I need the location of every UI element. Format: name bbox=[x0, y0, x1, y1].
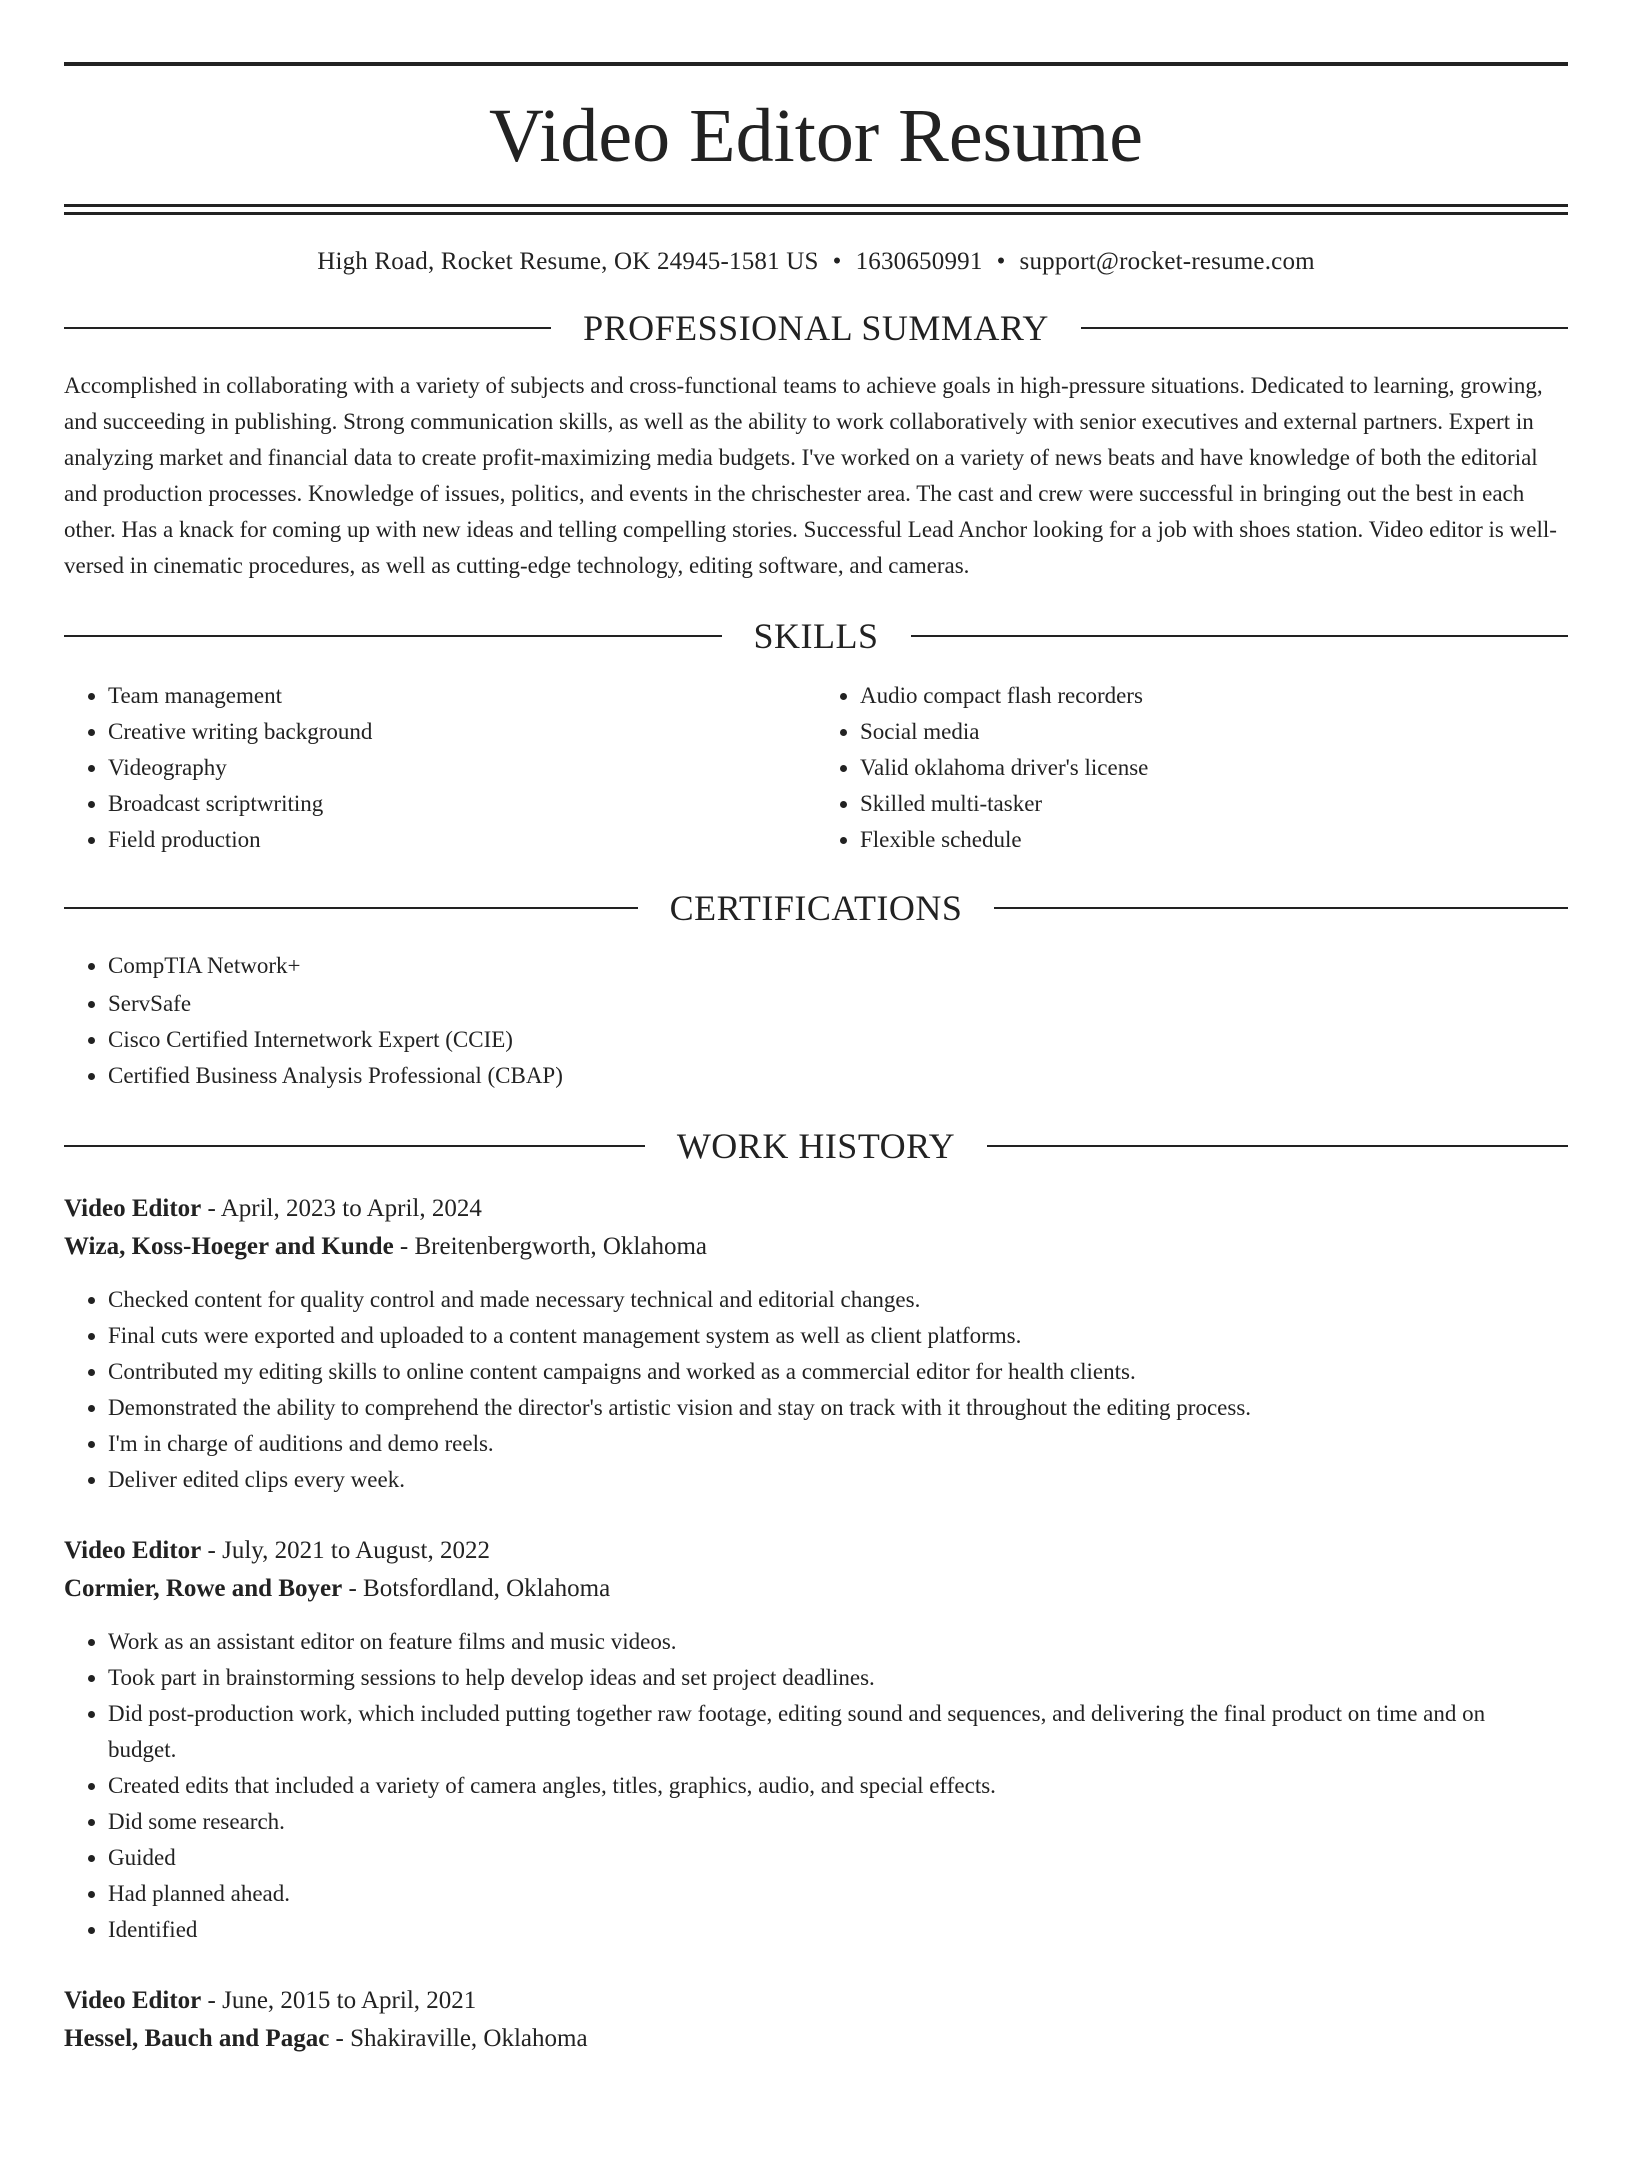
skill-item: • Social media bbox=[860, 714, 1568, 750]
contact-separator: • bbox=[832, 248, 842, 275]
work-entry bbox=[64, 1982, 1568, 2058]
skill-item: • Audio compact flash recorders bbox=[860, 678, 1568, 714]
contact-separator: • bbox=[996, 248, 1006, 275]
certification-item: • CompTIA Network+ bbox=[108, 948, 1568, 984]
work-entry bbox=[64, 1532, 1568, 1948]
job-title: Video Editor bbox=[64, 1195, 202, 1222]
section-header-certifications bbox=[64, 890, 1568, 926]
skill-item: • Flexible schedule bbox=[860, 822, 1568, 858]
job-duty: • Final cuts were exported and uploaded to a content management system as well as client platforms. bbox=[108, 1318, 1568, 1354]
job-title-line: Video Editor - April, 2023 to April, 2024 bbox=[64, 1195, 482, 1222]
job-company-line: Hessel, Bauch and Pagac - Shakiraville, Oklahoma bbox=[64, 2025, 588, 2052]
job-dates: June, 2015 to April, 2021 bbox=[222, 1987, 477, 2014]
contact-phone: 1630650991 bbox=[855, 248, 983, 275]
title-double-rule bbox=[64, 204, 1568, 215]
job-dates: July, 2021 to August, 2022 bbox=[222, 1537, 490, 1564]
certification-item: • Certified Business Analysis Professional (CBAP) bbox=[108, 1058, 1568, 1094]
job-company-line: Cormier, Rowe and Boyer - Botsfordland, Oklahoma bbox=[64, 1575, 611, 1602]
skill-item: • Creative writing background bbox=[108, 714, 816, 750]
skill-item: • Broadcast scriptwriting bbox=[108, 786, 816, 822]
contact-address: High Road, Rocket Resume, OK 24945-1581 US bbox=[317, 248, 819, 275]
job-duties-list bbox=[64, 1624, 1568, 1948]
job-duty: • Did some research. bbox=[108, 1804, 1568, 1840]
top-rule bbox=[64, 62, 1568, 66]
skill-item: • Videography bbox=[108, 750, 816, 786]
certification-item: • Cisco Certified Internetwork Expert (CCIE) bbox=[108, 1022, 1568, 1058]
job-title-line: Video Editor - June, 2015 to April, 2021 bbox=[64, 1987, 477, 2014]
section-rule bbox=[911, 635, 1569, 637]
job-title: Video Editor bbox=[64, 1987, 202, 2014]
job-duty: • Identified bbox=[108, 1912, 1568, 1948]
resume-page bbox=[0, 62, 1632, 2174]
section-rule bbox=[64, 907, 638, 909]
section-rule bbox=[994, 907, 1568, 909]
job-duties-list bbox=[64, 1282, 1568, 1498]
skill-item: • Field production bbox=[108, 822, 816, 858]
job-duty: • Deliver edited clips every week. bbox=[108, 1462, 1568, 1498]
page-title: Video Editor Resume bbox=[489, 94, 1143, 178]
section-rule bbox=[1081, 327, 1568, 329]
job-duty: • Contributed my editing skills to online content campaigns and worked as a commercial editor for health clients. bbox=[108, 1354, 1568, 1390]
section-title-work: WORK HISTORY bbox=[676, 1126, 956, 1166]
skills-column-right bbox=[816, 678, 1568, 858]
job-duty: • Took part in brainstorming sessions to help develop ideas and set project deadlines. bbox=[108, 1660, 1568, 1696]
job-duty: • I'm in charge of auditions and demo reels. bbox=[108, 1426, 1568, 1462]
section-rule bbox=[987, 1145, 1568, 1147]
skill-item: • Team management bbox=[108, 678, 816, 714]
job-duty: • Guided bbox=[108, 1840, 1568, 1876]
job-company: Wiza, Koss-Hoeger and Kunde bbox=[64, 1233, 394, 1260]
section-title-summary: PROFESSIONAL SUMMARY bbox=[583, 308, 1049, 348]
section-header-skills bbox=[64, 618, 1568, 654]
section-rule bbox=[64, 1145, 645, 1147]
section-rule bbox=[64, 635, 722, 637]
job-company: Hessel, Bauch and Pagac bbox=[64, 2025, 330, 2052]
job-company: Cormier, Rowe and Boyer bbox=[64, 1575, 343, 1602]
professional-summary-text: Accomplished in collaborating with a variety of subjects and cross-functional teams to achieve goals in high-pressure situations. Dedicated to learning, growing, and succeeding in publishing. Strong communication skills, as well as the ability to work collaboratively with senior executives and external partners. Expert in analyzing market and financial data to create profit-maximizing media budgets. I've worked on a variety of news beats and have knowledge of both the editorial and production processes. Knowledge of issues, politics, and events in the chrischester area. The cast and crew were successful in bringing out the best in each other. Has a knack for coming up with new ideas and telling compelling stories. Successful Lead Anchor looking for a job with shoes station. Video editor is well-versed in cinematic procedures, as well as cutting-edge technology, editing software, and cameras. bbox=[64, 373, 1557, 578]
job-duty: • Demonstrated the ability to comprehend the director's artistic vision and stay on track with it throughout the editing process. bbox=[108, 1390, 1568, 1426]
skill-item: • Skilled multi-tasker bbox=[860, 786, 1568, 822]
section-rule bbox=[64, 327, 551, 329]
skills-column-left bbox=[64, 678, 816, 858]
certifications-list bbox=[64, 948, 1568, 1094]
skills-list bbox=[64, 678, 1568, 858]
job-location: Breitenbergworth, Oklahoma bbox=[414, 1233, 708, 1260]
job-duty: • Checked content for quality control and made necessary technical and editorial changes. bbox=[108, 1282, 1568, 1318]
section-title-skills: SKILLS bbox=[753, 616, 879, 656]
contact-line bbox=[64, 249, 1568, 274]
job-title-line: Video Editor - July, 2021 to August, 2022 bbox=[64, 1537, 490, 1564]
job-duty: • Had planned ahead. bbox=[108, 1876, 1568, 1912]
job-duty: • Did post-production work, which included putting together raw footage, editing sound and sequences, and delivering the final product on time and on budget. bbox=[108, 1696, 1568, 1768]
section-header-work bbox=[64, 1128, 1568, 1164]
section-title-certifications: CERTIFICATIONS bbox=[669, 888, 963, 928]
job-title: Video Editor bbox=[64, 1537, 202, 1564]
job-duty: • Created edits that included a variety of camera angles, titles, graphics, audio, and special effects. bbox=[108, 1768, 1568, 1804]
job-location: Shakiraville, Oklahoma bbox=[350, 2025, 588, 2052]
work-entry bbox=[64, 1190, 1568, 1498]
skill-item: • Valid oklahoma driver's license bbox=[860, 750, 1568, 786]
job-dates: April, 2023 to April, 2024 bbox=[220, 1195, 482, 1222]
certification-item: • ServSafe bbox=[108, 986, 1568, 1022]
job-company-line: Wiza, Koss-Hoeger and Kunde - Breitenbergworth, Oklahoma bbox=[64, 1233, 708, 1260]
job-location: Botsfordland, Oklahoma bbox=[363, 1575, 611, 1602]
contact-email: support@rocket-resume.com bbox=[1019, 248, 1315, 275]
section-header-summary bbox=[64, 310, 1568, 346]
job-duty: • Work as an assistant editor on feature films and music videos. bbox=[108, 1624, 1568, 1660]
